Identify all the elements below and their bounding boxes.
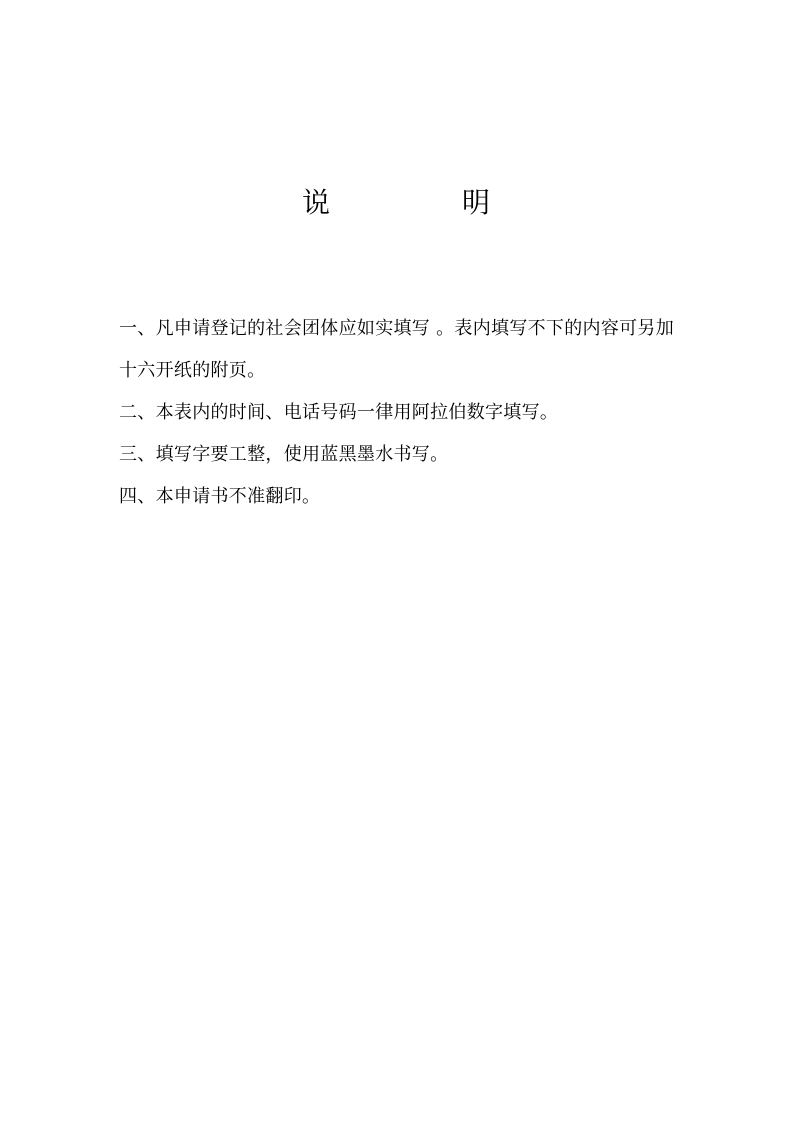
instruction-item-4: 四、本申请书不准翻印。 <box>119 486 321 507</box>
instruction-item-1: 一、凡申请登记的社会团体应如实填写 。表内填写不下的内容可另加十六开纸的附页。 <box>119 318 675 381</box>
title-char-ming: 明 <box>462 186 491 219</box>
instruction-item-3: 三、填写字要工整，使用蓝黑墨水书写。 <box>119 444 449 465</box>
instruction-item-2: 二、本表内的时间、电话号码一律用阿拉伯数字填写。 <box>119 402 559 423</box>
page-title <box>0 183 794 223</box>
instructions-list <box>119 308 675 518</box>
title-char-shuo: 说 <box>302 186 331 219</box>
